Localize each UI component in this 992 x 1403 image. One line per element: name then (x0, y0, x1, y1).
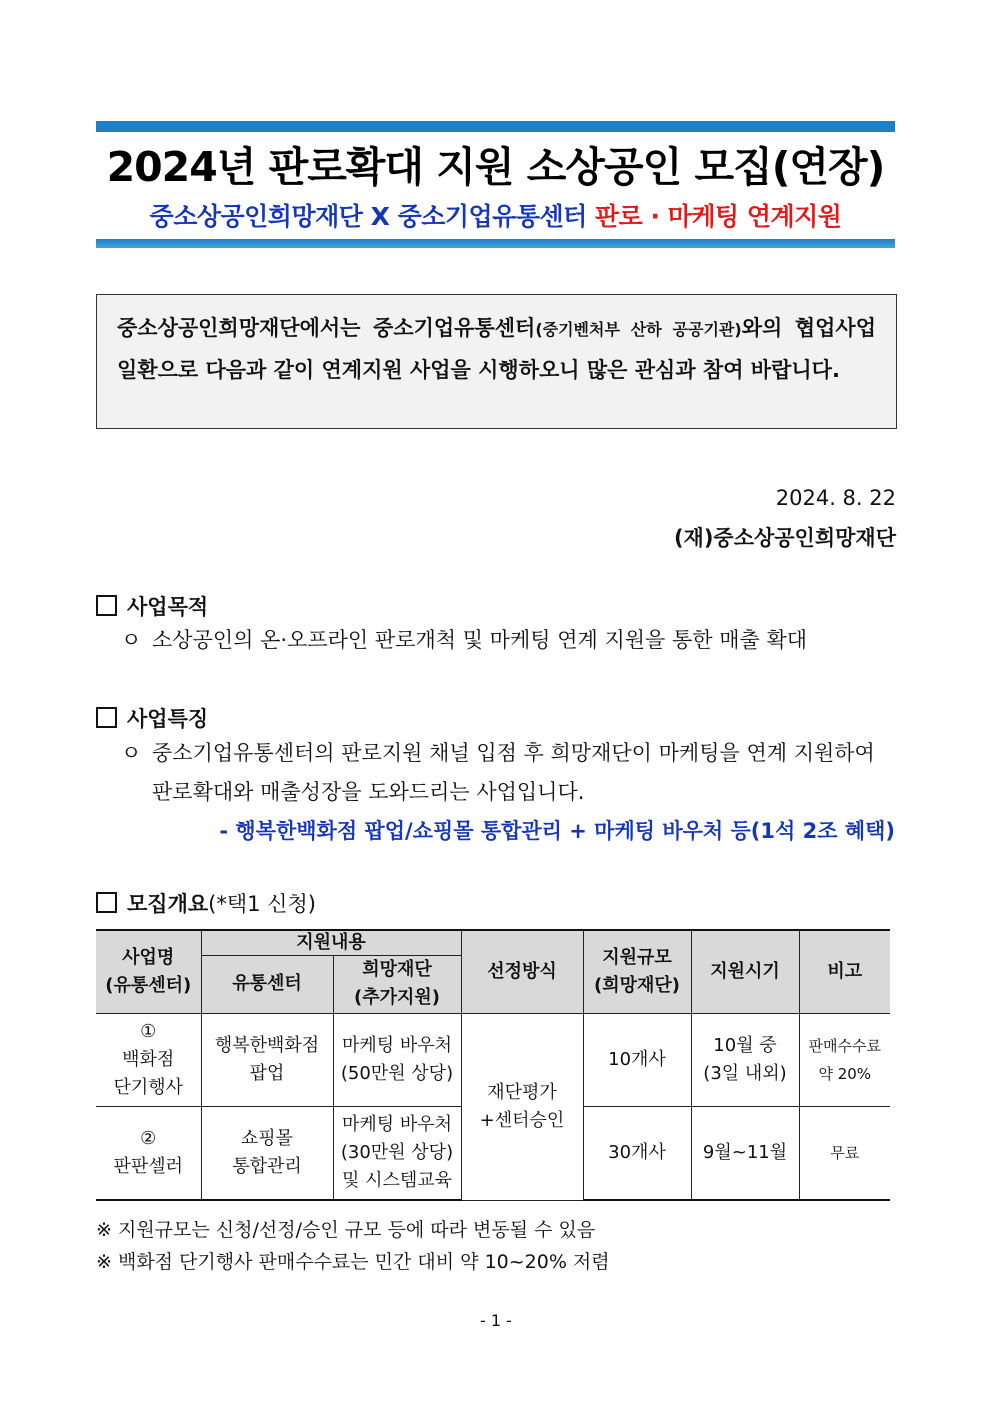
section-purpose-heading: 사업목적 (127, 595, 209, 619)
organization-name: (재)중소상공인희망재단 (673, 526, 896, 550)
footnote-1: ※ 지원규모는 신청/선정/승인 규모 등에 따라 변동될 수 있음 (96, 1219, 596, 1241)
section-features-heading: 사업특징 (127, 707, 209, 731)
table-header-row (96, 930, 890, 955)
header-scale: 지원규모 (희망재단) (583, 930, 691, 1013)
header-project: 사업명 (유통센터) (96, 930, 201, 1013)
selection-method: 재단평가 +센터승인 (461, 1013, 583, 1200)
table-row (96, 1013, 890, 1106)
footnote-2: ※ 백화점 단기행사 판매수수료는 민간 대비 약 10~20% 저렴 (96, 1251, 610, 1273)
subtitle-partners: 중소상공인희망재단 X 중소기업유통센터 (149, 202, 595, 231)
row1-remarks: 판매수수료 약 20% (799, 1013, 890, 1106)
page-title: 2024년 판로확대 지원 소상공인 모집(연장) (106, 143, 885, 191)
recruitment-table (96, 929, 890, 1201)
section-features (96, 703, 208, 733)
subtitle-program: 판로 · 마케팅 연계지원 (594, 202, 842, 231)
bullet-mark: ㅇ (121, 628, 142, 652)
features-line-2: 판로확대와 매출성장을 도와드리는 사업입니다. (152, 780, 585, 804)
purpose-text: 소상공인의 온·오프라인 판로개척 및 마케팅 연계 지원을 통한 매출 확대 (152, 628, 808, 652)
section-overview (96, 888, 316, 918)
announcement-date: 2024. 8. 22 (775, 486, 896, 510)
header-period: 지원시기 (691, 930, 799, 1013)
row2-period: 9월~11월 (691, 1106, 799, 1200)
page-number: - 1 - (480, 1311, 512, 1330)
section-overview-note: (*택1 신청) (208, 892, 316, 916)
header-foundation: 희망재단 (추가지원) (333, 955, 461, 1013)
row2-remarks: 무료 (799, 1106, 890, 1200)
section-overview-heading: 모집개요 (127, 892, 209, 916)
features-bullet (121, 735, 895, 772)
notice-text-2: 와의 협업사업 일환으로 다음과 같이 연계지원 사업을 시행하오니 많은 관심과 참여 바랍니다. (117, 316, 876, 382)
features-line-1: 중소기업유통센터의 판로지원 채널 입점 후 희망재단이 마케팅을 연계 지원하여 (152, 741, 875, 765)
row2-foundation: 마케팅 바우처 (30만원 상당) 및 시스템교육 (333, 1106, 461, 1200)
title-top-bar (96, 121, 895, 132)
section-purpose (96, 591, 208, 621)
notice-box (96, 294, 897, 429)
page-subtitle (96, 197, 895, 233)
checkbox-square-icon (96, 892, 117, 913)
header-center: 유통센터 (201, 955, 333, 1013)
title-bottom-bar (96, 239, 895, 248)
header-remarks: 비고 (799, 930, 890, 1013)
bullet-mark: ㅇ (121, 741, 142, 765)
row2-scale: 30개사 (583, 1106, 691, 1200)
row1-scale: 10개사 (583, 1013, 691, 1106)
row1-foundation: 마케팅 바우처 (50만원 상당) (333, 1013, 461, 1106)
row2-name: ② 판판셀러 (96, 1106, 201, 1200)
row1-center: 행복한백화점 팝업 (201, 1013, 333, 1106)
checkbox-square-icon (96, 707, 117, 728)
row1-period: 10월 중 (3일 내외) (691, 1013, 799, 1106)
purpose-bullet (121, 622, 895, 659)
features-highlight: - 행복한백화점 팝업/쇼핑몰 통합관리 + 마케팅 바우처 등(1석 2조 혜택) (219, 819, 895, 843)
row1-name: ① 백화점 단기행사 (96, 1013, 201, 1106)
checkbox-square-icon (96, 595, 117, 616)
notice-text-small: (중기벤처부 산하 공공기관) (535, 320, 742, 339)
notice-text-1: 중소상공인희망재단에서는 중소기업유통센터 (117, 316, 536, 340)
row2-center: 쇼핑몰 통합관리 (201, 1106, 333, 1200)
header-support: 지원내용 (201, 930, 461, 955)
header-selection: 선정방식 (461, 930, 583, 1013)
